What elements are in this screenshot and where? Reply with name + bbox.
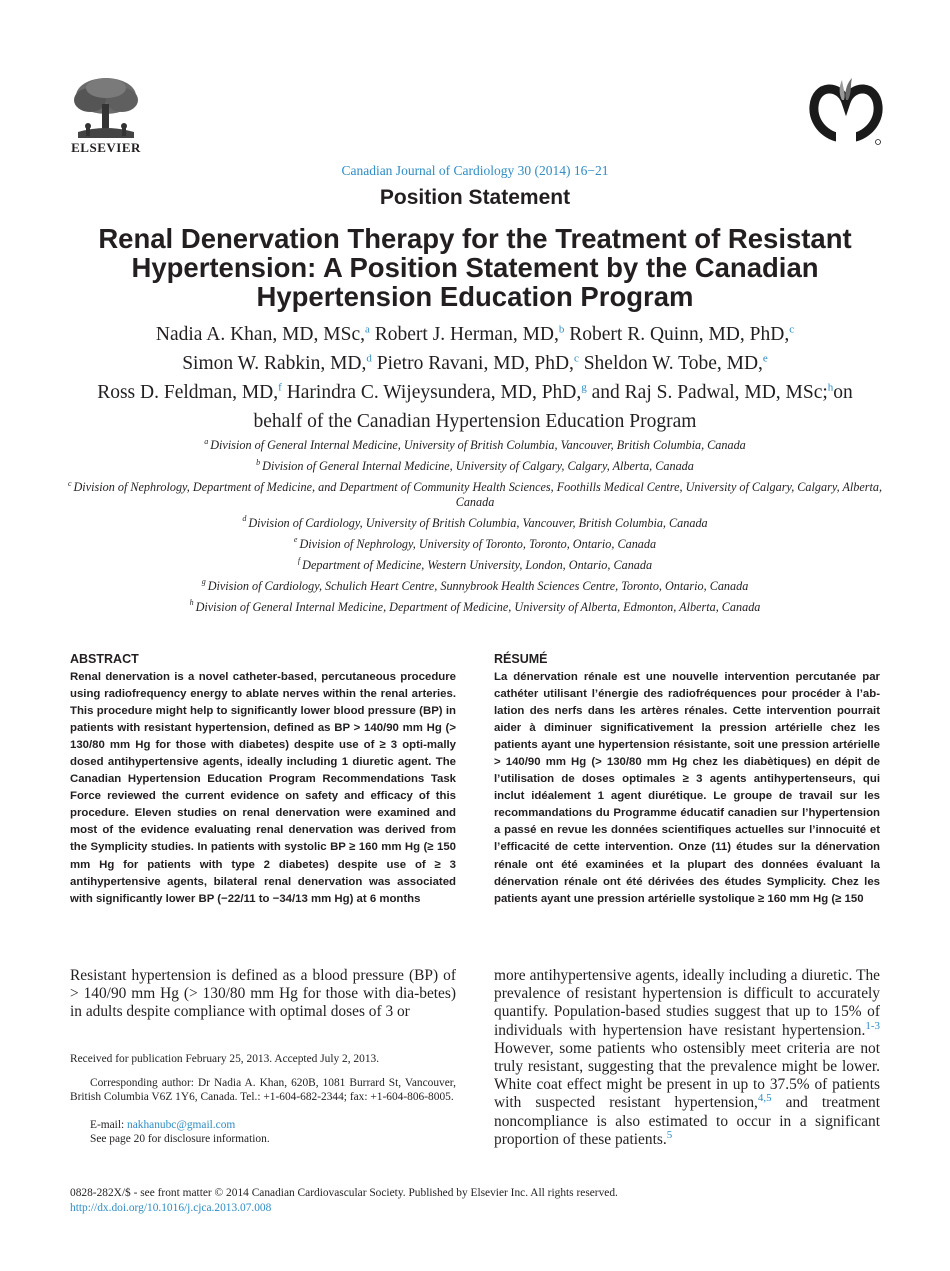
title-line: Hypertension Education Program — [256, 281, 694, 312]
title-line: Renal Denervation Therapy for the Treatment of Resistant — [98, 223, 852, 254]
author-name: Sheldon W. Tobe, MD, — [578, 353, 763, 374]
affiliation-marker[interactable]: a — [364, 323, 370, 336]
affiliation-mark: a — [204, 436, 209, 446]
citation-link[interactable]: 5 — [666, 1128, 673, 1141]
cardiovascular-society-logo — [806, 76, 886, 148]
affiliation — [60, 600, 890, 615]
author-name: Nadia A. Khan, MD, MSc, — [155, 324, 365, 345]
affiliation-mark: d — [242, 514, 247, 524]
affiliation-text: Division of General Internal Medicine, University of British Columbia, Vancouver, British Columbia, Canada — [210, 438, 746, 452]
section-label: Position Statement — [379, 186, 571, 209]
affiliation-text: Division of Cardiology, University of British Columbia, Vancouver, British Columbia, Canada — [248, 515, 708, 530]
affiliation-text: Division of Nephrology, University of Toronto, Toronto, Ontario, Canada — [299, 536, 657, 551]
author-list — [62, 320, 888, 436]
affiliation-marker[interactable]: f — [278, 381, 282, 394]
affiliation-marker[interactable]: d — [366, 352, 372, 365]
corresponding-author-note: Corresponding author: Dr Nadia A. Khan, 620B, 1081 Burrard St, Vancouver, British Columbia V6Z 1Y6, Canada. Tel.: +1-604-682-2344; fax: +1-604-806-8005. — [70, 1077, 456, 1103]
affiliation-text: Division of General Internal Medicine, Department of Medicine, University of Alberta, Edmonton, Alberta, Canada — [195, 599, 761, 614]
affiliation-marker[interactable]: b — [558, 323, 565, 336]
affiliation-text: Division of Nephrology, Department of Medicine, and Department of Community Health Sciences, Foothills Medical Centre, University of Calgary, Calgary, Alberta, Canada — [73, 480, 883, 509]
received-note: Received for publication February 25, 2013. Accepted July 2, 2013. — [70, 1053, 380, 1065]
author-name: Robert J. Herman, MD, — [369, 324, 559, 345]
affiliation-marker[interactable]: e — [762, 352, 768, 365]
journal-citation-link[interactable]: Canadian Journal of Cardiology 30 (2014) 16−21 — [341, 163, 609, 178]
author-name: Ross D. Feldman, MD, — [97, 382, 279, 403]
affiliation-mark: c — [67, 478, 72, 488]
affiliation-text: Division of Cardiology, Schulich Heart Centre, Sunnybrook Health Sciences Centre, Toronto, Ontario, Canada — [207, 578, 749, 593]
affiliation-text: Division of General Internal Medicine, University of Calgary, Calgary, Alberta, Canada — [262, 459, 694, 473]
email-label: E-mail: — [90, 1119, 128, 1131]
doi-link[interactable]: http://dx.doi.org/10.1016/j.cjca.2013.07.008 — [70, 1202, 272, 1214]
affiliation — [60, 537, 890, 552]
abstract-text: Renal denervation is a novel catheter-based, percutaneous procedure using radiofrequency energy to ablate nerves within the renal arteries. This procedure might help to significantly lower blood pressure (BP) in patients with resistant hypertension, defined as BP > 140/90 mm Hg (> 130/80 mm Hg for those with diabetes) despite use of ≥ 3 opti-mally dosed antihypertensive agents, ideally including 1 diuretic agent. The Canadian Hypertension Education Program Recommendations Task Force reviewed the current evidence on safety and efficacy of this procedure. Eleven studies on renal denervation were examined and most of the evidence evaluating renal denervation was derived from the Symplicity studies. In patients with systolic BP ≥ 160 mm Hg (≥ 150 mm Hg for patients with type 2 diabetes) despite use of ≥ 3 antihypertensive agents, bilateral renal denervation was associated with significantly lower BP (−22/11 to −34/13 mm Hg) at 6 months — [70, 671, 456, 905]
author-line: behalf of the Canadian Hypertension Education Program — [253, 411, 697, 432]
resume-text: La dénervation rénale est une nouvelle intervention percutanée par cathéter utilisant l’énergie des radiofréquences pour procéder à l’ab-lation des nerfs dans les artères rénales. Cette intervention pourrait aider à diminuer significativement la pression artérielle chez les patients ayant une hypertension résistante, soit une pression artérielle > 140/90 mm Hg (> 130/80 mm Hg chez les diabètiques) en dépit de l’utilisation de doses optimales ≥ 3 agents antihypertenseurs, qui inclut idéalement 1 agent diurétique. Le groupe de travail sur les recommandations du Programme éducatif canadien sur l’hypertension a passé en revue les données scientifiques actuelles sur l’innocuité et l’efficacité de cette intervention. Onze (11) études sur la dénervation rénale ont été examinées et la plupart des données évaluant la dénervation rénale ont été dérivées des études Symplicity. Chez les patients ayant une pression artérielle systolique ≥ 160 mm Hg (≥ 150 — [494, 671, 880, 905]
affiliation — [60, 480, 890, 509]
abstract-heading: ABSTRACT — [70, 652, 139, 666]
affiliation-marker[interactable]: c — [789, 323, 795, 336]
author-line — [62, 349, 888, 378]
author-line — [62, 378, 888, 407]
body-paragraph-right — [494, 967, 880, 1149]
affiliation-text: Department of Medicine, Western University, London, Ontario, Canada — [302, 557, 653, 572]
affiliation-mark: h — [189, 598, 194, 608]
title-line: Hypertension: A Position Statement by the Canadian — [131, 252, 819, 283]
affiliation — [60, 579, 890, 594]
affiliation — [60, 438, 890, 453]
publisher-wordmark: ELSEVIER — [71, 140, 141, 155]
author-name: Simon W. Rabkin, MD, — [182, 353, 367, 374]
affiliation-mark: f — [297, 556, 301, 566]
affiliation-marker[interactable]: g — [581, 381, 587, 394]
body-text-segment: more antihypertensive agents, ideally including a diuretic. The prevalence of resistant hypertension is difficult to accurately quantify. Population-based studies suggest that up to 15% of individuals with hypertension have resistant hypertension. — [494, 967, 880, 1039]
affiliation — [60, 558, 890, 573]
body-paragraph-left: Resistant hypertension is defined as a blood pressure (BP) of > 140/90 mm Hg (> 130/80 mm Hg for those with dia-betes) in adults despite compliance with optimal doses of 3 or — [70, 967, 456, 1021]
citation-link[interactable]: 1-3 — [865, 1019, 880, 1032]
email-note — [90, 1119, 235, 1131]
copyright-line: 0828-282X/$ - see front matter © 2014 Canadian Cardiovascular Society. Published by Elsevier Inc. All rights reserved. — [70, 1187, 618, 1199]
affiliation-mark: b — [256, 457, 261, 467]
affiliation — [60, 516, 890, 531]
affiliation-marker[interactable]: h — [827, 381, 834, 394]
email-link[interactable]: nakhanubc@gmail.com — [127, 1119, 236, 1131]
affiliation-mark: e — [293, 535, 298, 545]
citation-link[interactable]: 4,5 — [757, 1092, 772, 1105]
resume-heading: RÉSUMÉ — [494, 652, 548, 666]
affiliation-marker[interactable]: c — [573, 352, 579, 365]
author-name: Robert R. Quinn, MD, PhD, — [564, 324, 790, 345]
body-text-segment: However, some patients who ostensibly meet criteria are not truly resistant, suggesting that the prevalence might be lower. White coat effect might be present in up to 37.5% of patients with suspected resistant hypertension, — [494, 1039, 880, 1112]
article-title — [70, 224, 880, 311]
author-name: Harindra C. Wijeysundera, MD, PhD, — [281, 382, 582, 403]
disclosure-note: See page 20 for disclosure information. — [90, 1133, 270, 1145]
author-line — [62, 320, 888, 349]
affiliation-mark: g — [201, 577, 206, 587]
body-text-segment: and treatment noncompliance is also estimated to occur in a significant proportion of these patients. — [494, 1094, 880, 1148]
author-name: and Raj S. Padwal, MD, MSc; — [586, 382, 828, 403]
affiliation-list — [60, 438, 890, 621]
author-name: Pietro Ravani, MD, PhD, — [371, 353, 574, 374]
affiliation — [60, 459, 890, 474]
author-line-tail: on — [833, 382, 853, 403]
